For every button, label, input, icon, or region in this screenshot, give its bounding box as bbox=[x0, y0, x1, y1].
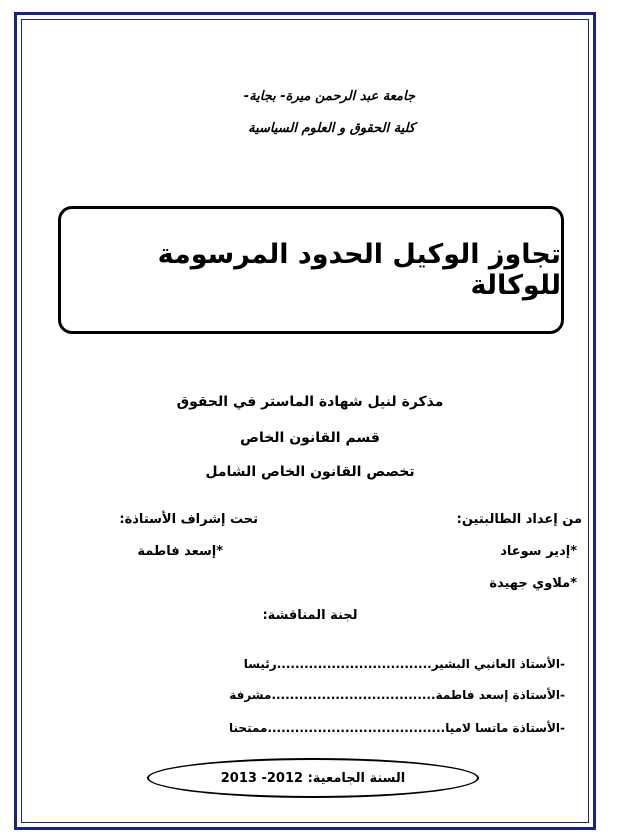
thesis-title: تجاوز الوكيل الحدود المرسومة للوكالة bbox=[157, 239, 561, 301]
committee-member: -الأستاذة إسعد فاطمة....................................مشرفة bbox=[229, 688, 565, 702]
faculty-name: كلية الحقوق و العلوم السياسية bbox=[248, 121, 415, 136]
academic-year: السنة الجامعية: 2012- 2013 bbox=[220, 770, 406, 786]
supervisor-name: *إسعد فاطمة bbox=[137, 544, 223, 559]
department: قسم القانون الخاص bbox=[240, 430, 380, 446]
specialty: تخصص القانون الخاص الشامل bbox=[205, 464, 415, 480]
university-name: جامعة عبد الرحمن ميرة- بجاية- bbox=[243, 89, 415, 104]
committee-label: لجنة المناقشة: bbox=[262, 608, 358, 623]
student-name: *ملاوي جهيدة bbox=[489, 576, 577, 591]
prepared-by-label: من إعداد الطالبتين: bbox=[456, 512, 582, 527]
supervision-label: تحت إشراف الأستاذة: bbox=[119, 512, 258, 527]
thesis-purpose: مذكرة لنيل شهادة الماستر في الحقوق bbox=[176, 394, 444, 410]
committee-member: -الأستاذ العانبي البشير..................................رئيسا bbox=[243, 657, 565, 671]
academic-year-ellipse bbox=[147, 758, 479, 798]
title-box bbox=[58, 206, 564, 334]
student-name: *إدير سوعاد bbox=[500, 544, 577, 559]
page-border-inner bbox=[21, 19, 589, 823]
committee-member: -الأستاذة ماتسا لاميا.......................................ممتحنا bbox=[229, 721, 565, 735]
